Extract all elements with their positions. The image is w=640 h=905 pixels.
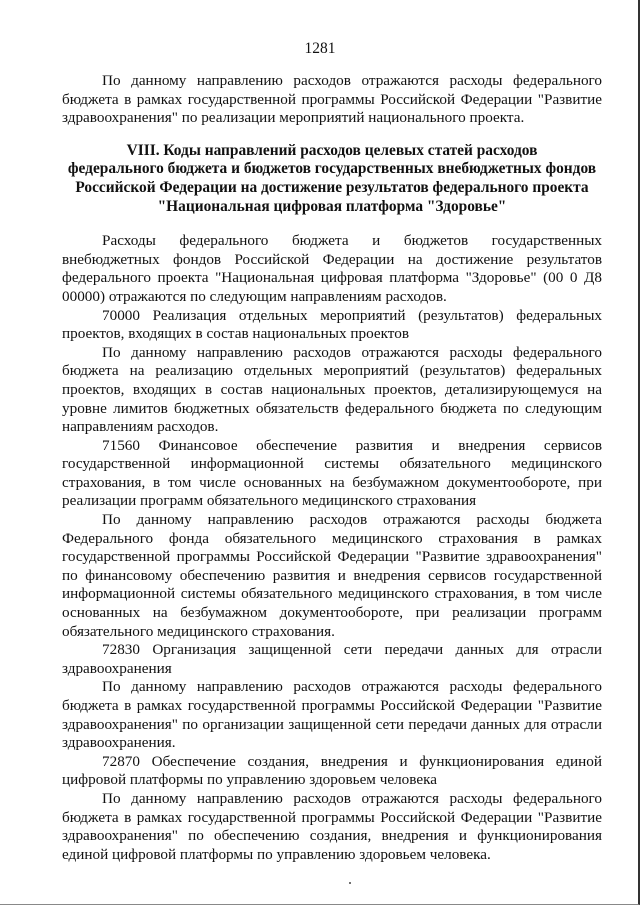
section-heading-line: федерального бюджета и бюджетов государственных внебюджетных фондов: [67, 160, 597, 178]
code-71560-description: По данному направлению расходов отражаются расходы бюджета Федерального фонда обязательного медицинского страхования в рамках государственной программы Российской Федерации "Развитие здравоохранения" по финансовому обеспечению развития и внедрения сервисов государственной информационной системы обязательного медицинского страхования, в том числе основанных на безбумажном документообороте, при реализации программ обязательного медицинского страхования.: [62, 511, 602, 640]
section-heading-line: "Национальная цифровая платформа "Здоровье": [157, 197, 507, 215]
document-body: [62, 72, 602, 864]
section-intro-paragraph: Расходы федерального бюджета и бюджетов государственных внебюджетных фондов Российской Федерации на достижение результатов федерального проекта "Национальная цифровая платформа "Здоровье" (00 0 Д8 00000) отражаются по следующим направлениям расходов.: [62, 232, 602, 305]
code-70000-title: 70000 Реализация отдельных мероприятий (результатов) федеральных проектов, входящих в состав национальных проектов: [62, 306, 602, 343]
code-72870-description: По данному направлению расходов отражаются расходы федерального бюджета в рамках государственной программы Российской Федерации "Развитие здравоохранения" по обеспечению создания, внедрения и функционирования единой цифровой платформы по управлению здоровьем человека.: [62, 789, 602, 863]
section-heading-line: Российской Федерации на достижение результатов федерального проекта: [75, 178, 589, 196]
section-heading: [62, 142, 602, 216]
code-72830-title: 72830 Организация защищенной сети передачи данных для отрасли здравоохранения: [62, 641, 602, 677]
page-number: 1281: [304, 40, 336, 57]
code-70000-description: По данному направлению расходов отражаются расходы федерального бюджета на реализацию отдельных мероприятий (результатов) федеральных проектов, входящих в состав национальных проектов, детализирующемуся на уровне лимитов бюджетных обязательств федерального бюджета по следующим направлениям расходов.: [62, 343, 602, 436]
section-heading-line: VIII. Коды направлений расходов целевых статей расходов: [126, 141, 538, 159]
code-72870-title: 72870 Обеспечение создания, внедрения и функционирования единой цифровой платформы по управлению здоровьем человека: [62, 752, 602, 789]
intro-paragraph: По данному направлению расходов отражаются расходы федерального бюджета в рамках государственной программы Российской Федерации "Развитие здравоохранения" по реализации мероприятий национального проекта.: [62, 72, 602, 127]
code-72830-description: По данному направлению расходов отражаются расходы федерального бюджета в рамках государственной программы Российской Федерации "Развитие здравоохранения" по организации защищенной сети передачи данных для отрасли здравоохранения.: [62, 678, 602, 752]
code-71560-title: 71560 Финансовое обеспечение развития и внедрения сервисов государственной информационной системы обязательного медицинского страхования, в том числе основанных на безбумажном документообороте, при реализации программ обязательного медицинского страхования: [62, 436, 602, 510]
scan-speck: [349, 882, 351, 884]
